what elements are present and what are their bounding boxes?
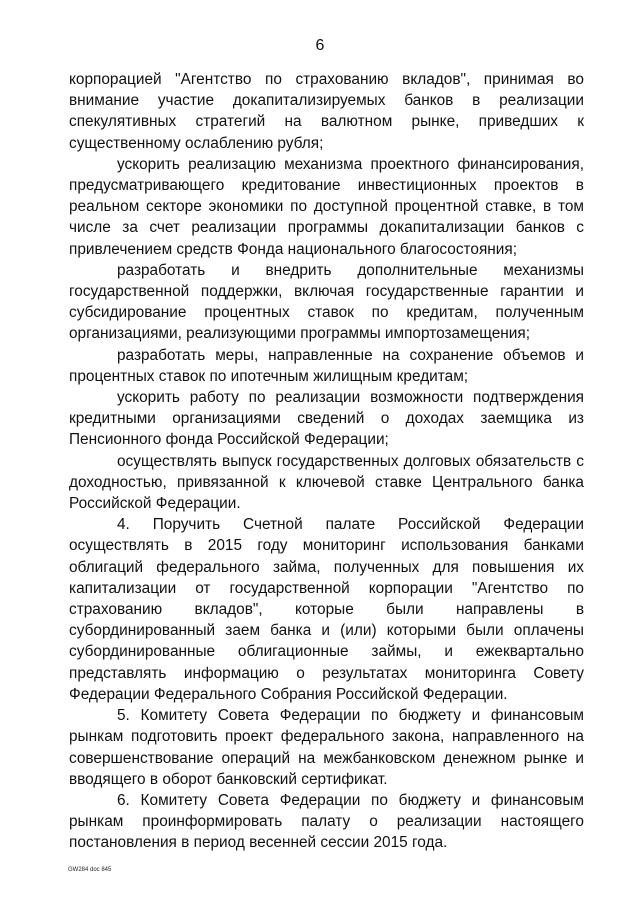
paragraph-state-support: разработать и внедрить дополнительные механизмы государственной поддержки, включая государственные гарантии и субсидирование процентных ставок по кредитам, полученным организациями, реализующими программы импортозамещения;	[69, 261, 584, 343]
page-number: 6	[315, 37, 325, 54]
paragraph-continuation: корпорацией "Агентство по страхованию вкладов", принимая во внимание участие докапитализируемых банков в реализации спекулятивных стратегий на валютном рынке, приведших к существенному ослаблению рубля;	[69, 71, 584, 152]
paragraph-project-financing: ускорить реализацию механизма проектного финансирования, предусматривающего кредитование инвестиционных проектов в реальном секторе экономики по доступной процентной ставке, в том числе за счет реализации программы докапитализации банков с привлечением средств Фонда национального благосостояния;	[69, 155, 584, 258]
footer-document-code: GW284 doc 845	[68, 867, 112, 873]
document-body	[69, 69, 584, 854]
paragraph-mortgage: разработать меры, направленные на сохранение объемов и процентных ставок по ипотечным жилищным кредитам;	[69, 346, 584, 385]
paragraph-item-4: 4. Поручить Счетной палате Российской Федерации осуществлять в 2015 году мониторинг использования банками облигаций федерального займа, полученных для повышения их капитализации от государственной корпорации "Агентство по страхованию вкладов", которые были направлены в субординированный заем банка и (или) которыми были оплачены субординированные облигационные займы, и ежеквартально представлять информацию о результатах мониторинга Совету Федерации Федерального Собрания Российской Федерации.	[69, 516, 584, 703]
paragraph-item-5: 5. Комитету Совета Федерации по бюджету и финансовым рынкам подготовить проект федерального закона, направленного на совершенствование операций на межбанковском денежном рынке и вводящего в оборот банковский сертификат.	[69, 707, 584, 788]
paragraph-item-6: 6. Комитету Совета Федерации по бюджету и финансовым рынкам проинформировать палату о реализации настоящего постановления в период весенней сессии 2015 года.	[69, 791, 584, 852]
paragraph-debt-obligations: осуществлять выпуск государственных долговых обязательств с доходностью, привязанной к ключевой ставке Центрального банка Российской Федерации.	[69, 452, 584, 513]
paragraph-income-verification: ускорить работу по реализации возможности подтверждения кредитными организациями сведений о доходах заемщика из Пенсионного фонда Российской Федерации;	[69, 389, 584, 449]
